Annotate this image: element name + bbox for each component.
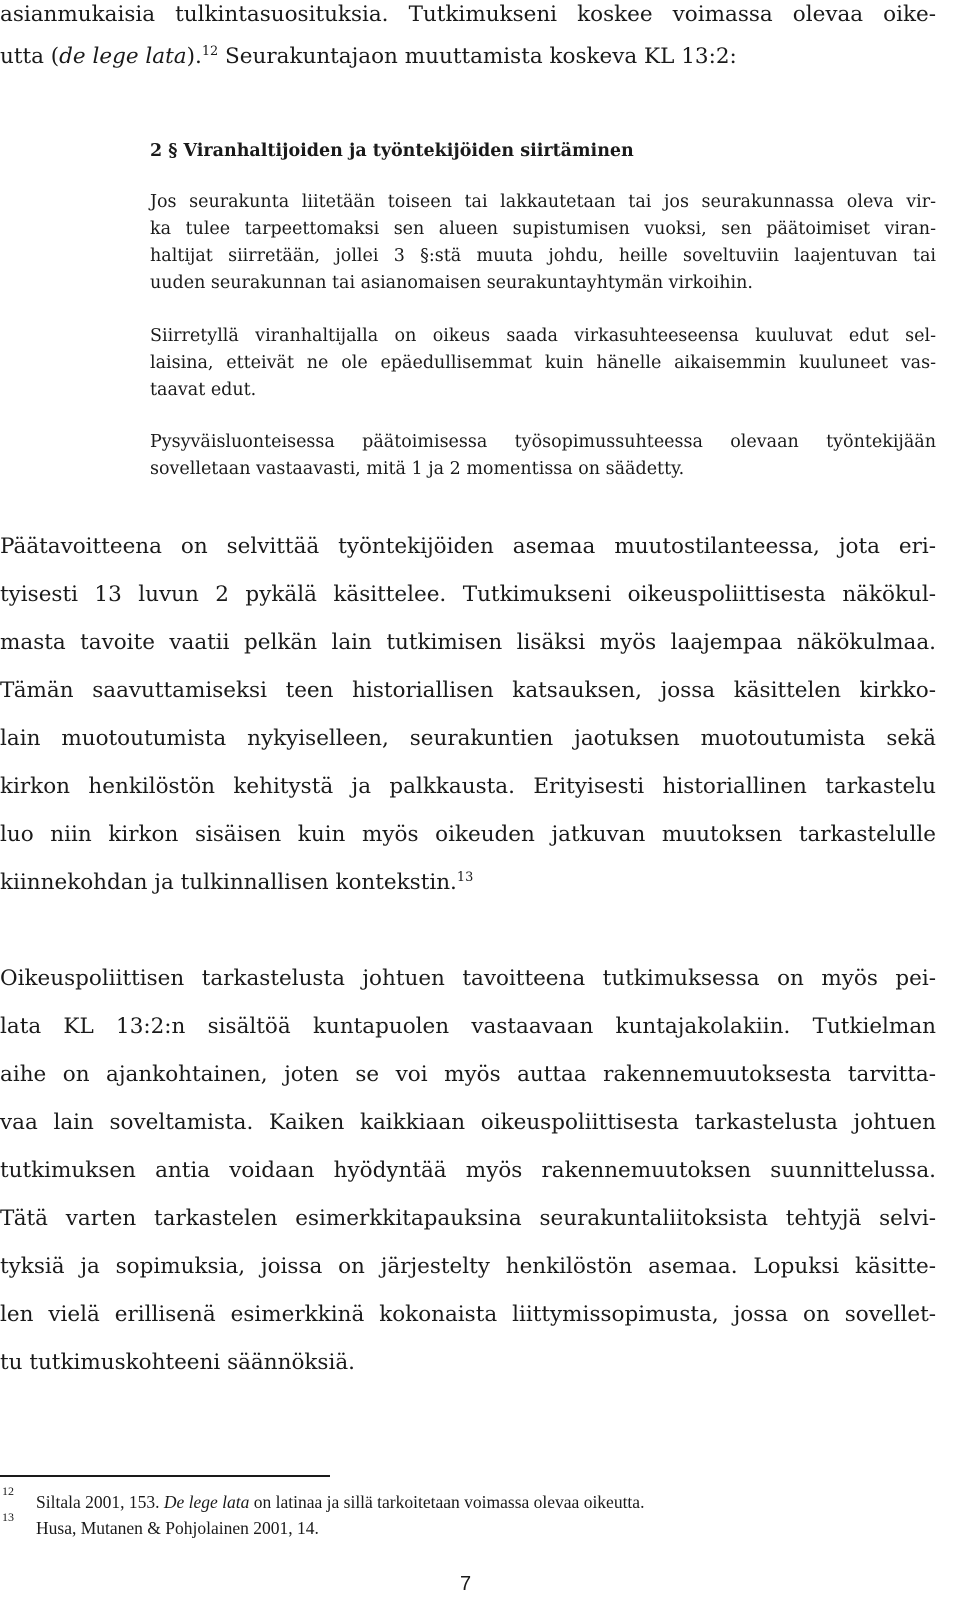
quote-line: sovelletaan vastaavasti, mitä 1 ja 2 momentissa on säädetty. (150, 459, 685, 479)
quote-line: Siirretyllä viranhaltijalla on oikeus saada virkasuhteeseensa kuuluvat edut sel- (150, 326, 936, 346)
body-text-line: Tämän saavuttamiseksi teen historiallisen katsauksen, jossa käsittelen kirkko- (0, 678, 936, 703)
quote-line: Pysyväisluonteisessa päätoimisessa työsopimussuhteessa olevaan työntekijään (150, 432, 936, 452)
body-text-line: masta tavoite vaatii pelkän lain tutkimisen lisäksi myös laajempaa näkökulmaa. (0, 630, 936, 655)
body-text-line: Päätavoitteena on selvittää työntekijöiden asemaa muutostilanteessa, jota eri- (0, 534, 936, 559)
body-text-line: lain muotoutumista nykyiselleen, seurakuntien jaotuksen muotoutumista sekä (0, 726, 936, 751)
footnote-number: 13 (2, 1510, 14, 1524)
footnote-text: Siltala 2001, 153. De lege lata on latinaa ja sillä tarkoitetaan voimassa olevaa oikeutta. (36, 1492, 645, 1512)
body-text-line: len vielä erillisenä esimerkkinä kokonaista liittymissopimusta, jossa on sovellet- (0, 1302, 936, 1327)
page-number: 7 (460, 1573, 472, 1595)
quote-line: laisina, etteivät ne ole epäedullisemmat kuin hänelle aikaisemmin kuuluneet vas- (150, 353, 936, 373)
footnote-number: 12 (2, 1484, 14, 1498)
footnote-divider (0, 1475, 330, 1477)
quote-heading: 2 § Viranhaltijoiden ja työntekijöiden siirtäminen (150, 141, 634, 161)
body-text-line: Oikeuspoliittisen tarkastelusta johtuen tavoitteena tutkimuksessa on myös pei- (0, 966, 936, 991)
body-text-line: tu tutkimuskohteeni säännöksiä. (0, 1350, 355, 1375)
quote-line: Jos seurakunta liitetään toiseen tai lakkautetaan tai jos seurakunnassa oleva vir- (150, 192, 936, 212)
footnote-text: Husa, Mutanen & Pohjolainen 2001, 14. (36, 1518, 319, 1538)
body-text-line: kiinnekohdan ja tulkinnallisen kontekstin.$^{13}$ (0, 869, 474, 895)
body-text-line: aihe on ajankohtainen, joten se voi myös auttaa rakennemuutoksesta tarvitta- (0, 1062, 936, 1087)
body-text-line: tyksiä ja sopimuksia, joissa on järjestelty henkilöstön asemaa. Lopuksi käsitte- (0, 1254, 936, 1279)
body-text-line: lata KL 13:2:n sisältöä kuntapuolen vastaavaan kuntajakolakiin. Tutkielman (0, 1014, 936, 1039)
footnote-ref[interactable]: 12 (201, 43, 219, 59)
body-text-line: Tätä varten tarkastelen esimerkkitapauksina seurakuntaliitoksista tehtyjä selvi- (0, 1206, 936, 1231)
body-text-line: utta (de lege lata).$^{12}$ Seurakuntajaon muuttamista koskeva KL 13:2: (0, 43, 737, 69)
body-text-line: vaa lain soveltamista. Kaiken kaikkiaan oikeuspoliittisesta tarkastelusta johtuen (0, 1110, 936, 1135)
body-text-line: tyisesti 13 luvun 2 pykälä käsittelee. Tutkimukseni oikeuspoliittisesta näkökul- (0, 582, 936, 607)
quote-line: uuden seurakunnan tai asianomaisen seurakuntayhtymän virkoihin. (150, 273, 753, 293)
quote-line: ka tulee tarpeettomaksi sen alueen supistumisen vuoksi, sen päätoimiset viran- (150, 219, 936, 239)
quote-line: taavat edut. (150, 380, 257, 400)
body-text-line: tutkimuksen antia voidaan hyödyntää myös rakennemuutoksen suunnittelussa. (0, 1158, 936, 1183)
footnote-ref[interactable]: 13 (456, 869, 474, 885)
quote-line: haltijat siirretään, jollei 3 §:stä muuta johdu, heille soveltuviin laajentuvan tai (150, 246, 936, 266)
body-text-line: kirkon henkilöstön kehitystä ja palkkausta. Erityisesti historiallinen tarkastelu (0, 774, 936, 799)
body-text-line: asianmukaisia tulkintasuosituksia. Tutkimukseni koskee voimassa olevaa oike- (0, 2, 936, 27)
body-text-line: luo niin kirkon sisäisen kuin myös oikeuden jatkuvan muutoksen tarkastelulle (0, 822, 936, 847)
